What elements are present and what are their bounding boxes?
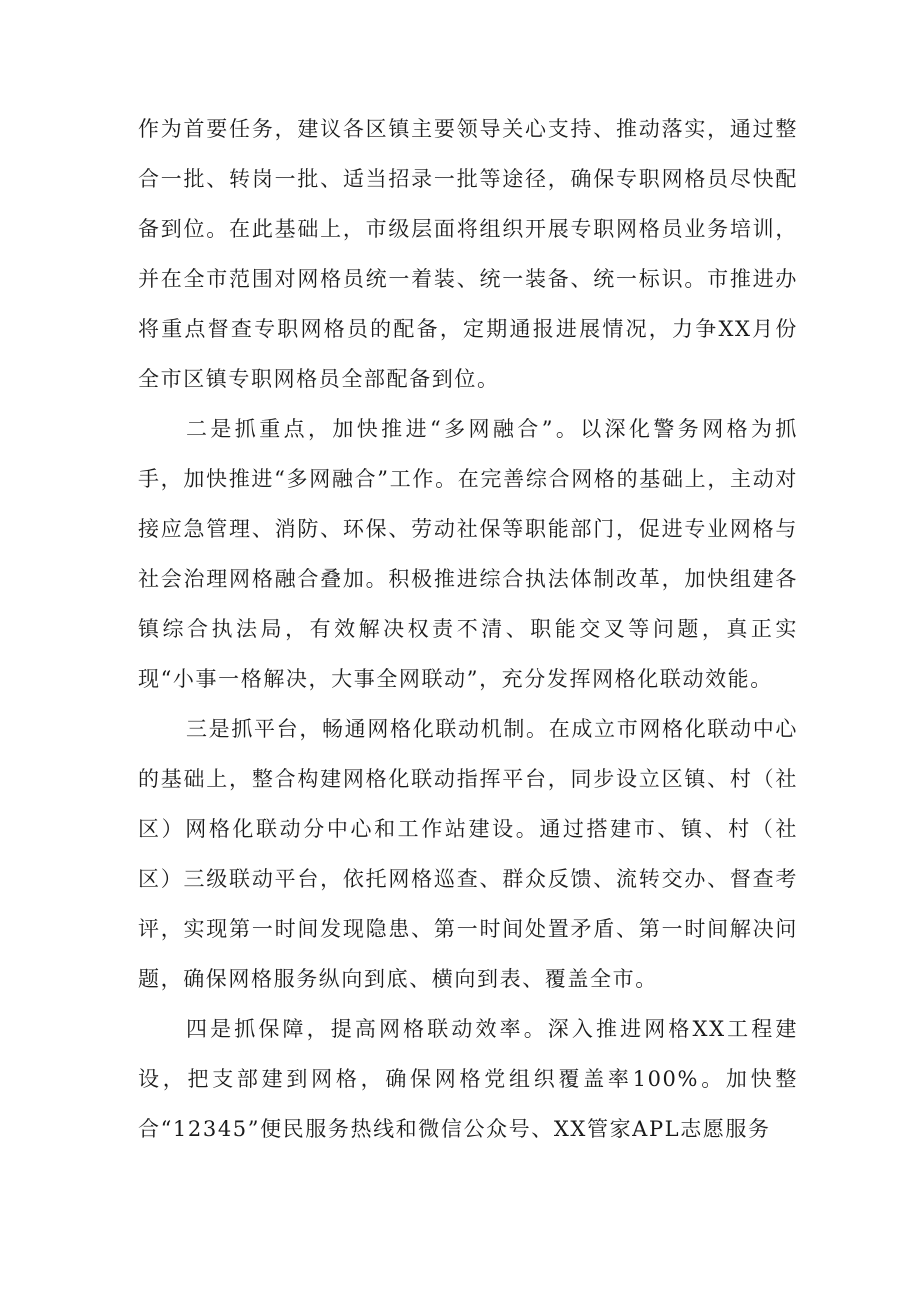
paragraph-4: 四是抓保障，提高网格联动效率。深入推进网格XX工程建设，把支部建到网格，确保网格党组织覆盖率100%。加快整合“12345”便民服务热线和微信公众号、XX管家APL志愿服务 [138, 1017, 798, 1141]
document-body [138, 104, 798, 1154]
paragraph-2: 二是抓重点，加快推进“多网融合”。以深化警务网格为抓手，加快推进“多网融合”工作。在完善综合网格的基础上，主动对接应急管理、消防、环保、劳动社保等职能部门，促进专业网格与社会治理网格融合叠加。积极推进综合执法体制改革，加快组建各镇综合执法局，有效解决权责不清、职能交叉等问题，真正实现“小事一格解决，大事全网联动”，充分发挥网格化联动效能。 [138, 417, 798, 691]
paragraph-3: 三是抓平台，畅通网格化联动机制。在成立市网格化联动中心的基础上，整合构建网格化联动指挥平台，同步设立区镇、村（社区）网格化联动分中心和工作站建设。通过搭建市、镇、村（社区）三级联动平台，依托网格巡查、群众反馈、流转交办、督查考评，实现第一时间发现隐患、第一时间处置矛盾、第一时间解决问题，确保网格服务纵向到底、横向到表、覆盖全市。 [138, 717, 798, 991]
paragraph-1: 作为首要任务，建议各区镇主要领导关心支持、推动落实，通过整合一批、转岗一批、适当招录一批等途径，确保专职网格员尽快配备到位。在此基础上，市级层面将组织开展专职网格员业务培训，并在全市范围对网格员统一着装、统一装备、统一标识。市推进办将重点督查专职网格员的配备，定期通报进展情况，力争XX月份全市区镇专职网格员全部配备到位。 [138, 117, 798, 391]
